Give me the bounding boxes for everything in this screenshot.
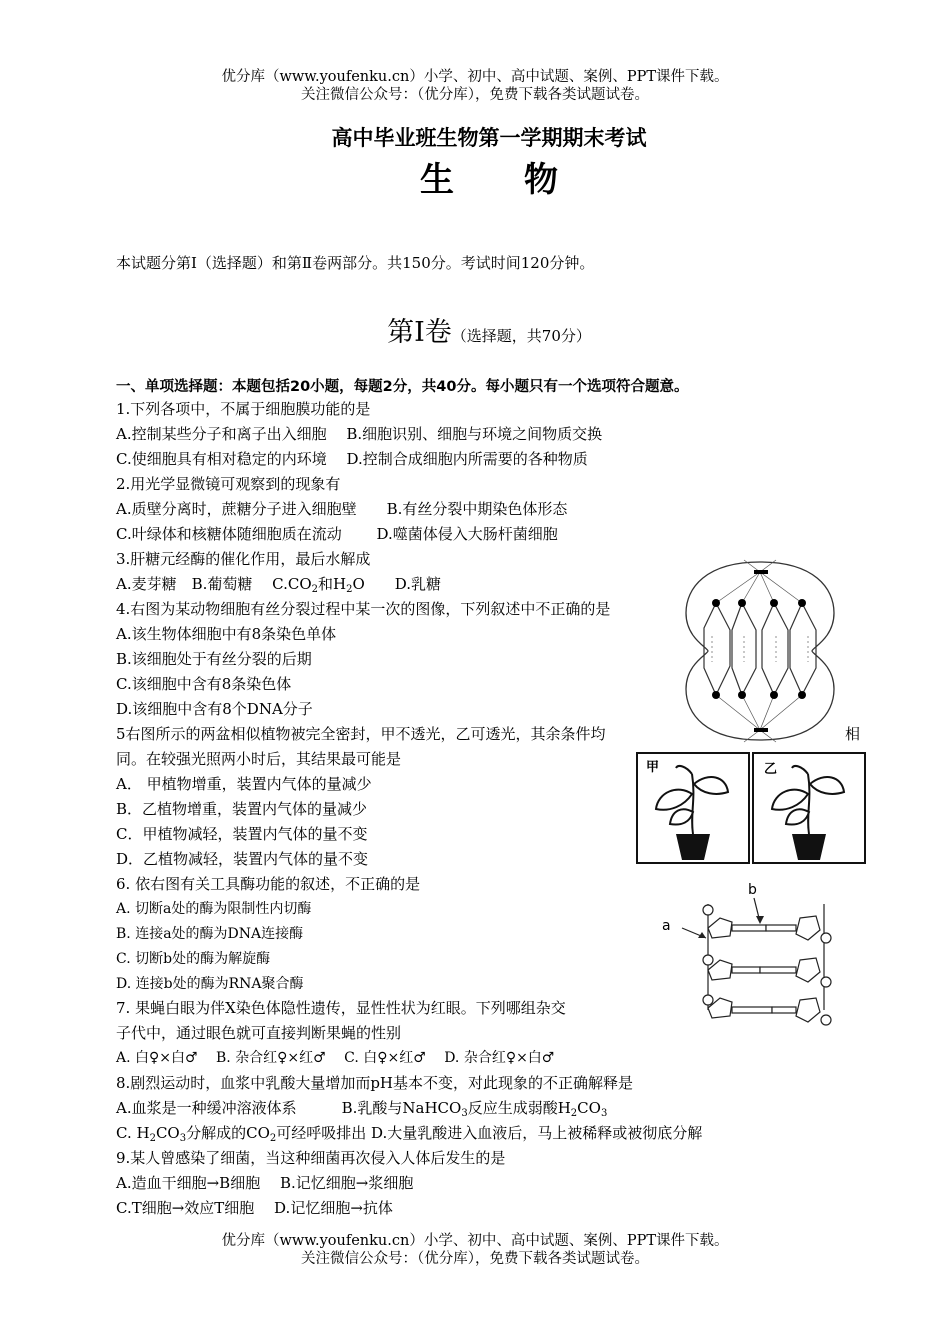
q4-option-d: D.该细胞中含有8个DNA分子 [116, 700, 313, 718]
q8-options-cd [116, 1123, 702, 1143]
q5-stem: 5右图所示的两盆相似植物被完全密封，甲不透光，乙可透光，其余条件均 [116, 725, 606, 743]
q8-ab-part-2: 反应生成弱酸H [467, 1099, 571, 1117]
q8-cd-part-4: 可经呼吸排出 D.大量乳酸进入血液后，马上被稀释或被彻底分解 [276, 1124, 703, 1142]
q3-stem: 3.肝糖元经酶的催化作用，最后水解成 [116, 550, 371, 568]
q9-options-ab: A.造血干细胞→B细胞 B.记忆细胞→浆细胞 [116, 1174, 414, 1192]
q4-option-b: B.该细胞处于有丝分裂的后期 [116, 650, 312, 668]
q1-options-cd: C.使细胞具有相对稳定的内环境 D.控制合成细胞内所需要的各种物质 [116, 450, 588, 468]
q4-stem: 4.右图为某动物细胞有丝分裂过程中某一次的图像，下列叙述中不正确的是 [116, 600, 611, 618]
q7-stem: 7. 果蝇白眼为伴X染色体隐性遗传，显性性状为红眼。下列哪组杂交 [116, 999, 566, 1017]
q3-options-part-2: 和H [318, 575, 347, 593]
q8-cd-part-2: CO [155, 1124, 180, 1142]
q5-option-d: D．乙植物减轻，装置内气体的量不变 [116, 850, 369, 868]
subject-title [0, 152, 950, 201]
sealed-pot-dark-box [636, 752, 750, 864]
q3-options-part-1: A.麦芽糖 B.葡萄糖 C.CO [116, 575, 312, 593]
footer-line-2: 关注微信公众号：（优分库），免费下载各类试题试卷。 [301, 1251, 649, 1267]
section-heading: 一、单项选择题：本题包括20小题，每题2分，共40分。每小题只有一个选项符合题意。 [116, 379, 689, 395]
subject-char-2: 物 [524, 160, 558, 200]
dna-label-a: a [662, 918, 671, 934]
q9-stem: 9.某人曾感染了细菌，当这种细菌再次侵入人体后发生的是 [116, 1149, 506, 1167]
q8-cd-part-1: C. H [116, 1124, 150, 1142]
footer-line-1: 优分库（www.youfenku.cn）小学、初中、高中试题、案例、PPT课件下载。 [221, 1233, 729, 1249]
q1-options-ab: A.控制某些分子和离子出入细胞 B.细胞识别、细胞与环境之间物质交换 [116, 425, 603, 443]
q6-stem: 6. 依右图有关工具酶功能的叙述，不正确的是 [116, 875, 421, 893]
volume-subtitle: （选择题，共70分） [451, 327, 591, 345]
mitosis-cell-figure [684, 558, 836, 744]
q5-option-c: C．甲植物减轻，装置内气体的量不变 [116, 825, 368, 843]
q8-cd-sub-3: 2 [269, 1133, 277, 1144]
q8-ab-sub-1: 3 [461, 1108, 468, 1119]
volume-title: 第Ⅰ卷 [387, 317, 452, 348]
q1-stem: 1.下列各项中，不属于细胞膜功能的是 [116, 400, 371, 418]
exam-title: 高中毕业班生物第一学期期末考试 [331, 126, 647, 150]
q3-subscript-1: 2 [311, 584, 319, 595]
dna-strand-diagram [660, 882, 840, 1028]
sealed-pot-light-box [752, 752, 866, 864]
q8-stem: 8.剧烈运动时，血浆中乳酸大量增加而pH基本不变，对此现象的不正确解释是 [116, 1074, 633, 1092]
q8-cd-sub-1: 2 [149, 1133, 156, 1144]
q7-options: A. 白♀×白♂ B. 杂合红♀×红♂ C. 白♀×红♂ D. 杂合红♀×白♂ [116, 1050, 555, 1066]
q5-stem-cont: 同。在较强光照两小时后，其结果最可能是 [116, 750, 402, 768]
q4-option-c: C.该细胞中含有8条染色体 [116, 675, 292, 693]
q8-ab-part-1: A.血浆是一种缓冲溶液体系 B.乳酸与NaHCO [116, 1099, 462, 1117]
exam-intro: 本试题分第Ⅰ（选择题）和第Ⅱ卷两部分。共150分。考试时间120分钟。 [116, 254, 595, 272]
q8-cd-part-3: 分解成的CO [186, 1124, 270, 1142]
q4-option-a: A.该生物体细胞中有8条染色单体 [116, 625, 337, 643]
q7-stem-cont: 子代中，通过眼色就可直接判断果蝇的性别 [116, 1024, 402, 1042]
q6-option-d: D. 连接b处的酶为RNA聚合酶 [116, 976, 304, 992]
header-line-2: 关注微信公众号：（优分库），免费下载各类试题试卷。 [301, 87, 649, 103]
pot-label-yi: 乙 [764, 762, 778, 777]
q9-options-cd: C.T细胞→效应T细胞 D.记忆细胞→抗体 [116, 1199, 393, 1217]
q8-cd-sub-2: 3 [179, 1133, 187, 1144]
q3-subscript-2: 2 [346, 584, 353, 595]
q3-options [116, 574, 441, 594]
q2-options-ab: A.质壁分离时，蔗糖分子进入细胞壁 B.有丝分裂中期染色体形态 [116, 500, 568, 518]
q8-options-ab [116, 1098, 607, 1118]
dna-figure [660, 882, 840, 1028]
volume-heading [0, 310, 950, 349]
q5-stem-end: 相 [845, 725, 861, 743]
q6-option-a: A. 切断a处的酶为限制性内切酶 [116, 901, 312, 917]
dna-label-b: b [748, 882, 757, 898]
q6-option-b: B. 连接a处的酶为DNA连接酶 [116, 926, 304, 942]
q8-ab-sub-3: 3 [600, 1108, 608, 1119]
q5-option-b: B．乙植物增重，装置内气体的量减少 [116, 800, 368, 818]
q2-options-cd: C.叶绿体和核糖体随细胞质在流动 D.噬菌体侵入大肠杆菌细胞 [116, 525, 558, 543]
pot-label-jia: 甲 [646, 760, 660, 775]
q5-option-a: A． 甲植物增重，装置内气体的量减少 [116, 775, 372, 793]
q8-ab-part-3: CO [577, 1099, 601, 1117]
q8-ab-sub-2: 2 [570, 1108, 578, 1119]
q2-stem: 2.用光学显微镜可观察到的现象有 [116, 475, 341, 493]
header-line-1: 优分库（www.youfenku.cn）小学、初中、高中试题、案例、PPT课件下载。 [221, 69, 729, 85]
q3-options-part-3: O D.乳糖 [352, 575, 442, 593]
q6-option-c: C. 切断b处的酶为解旋酶 [116, 951, 271, 967]
subject-char-1: 生 [420, 160, 454, 200]
